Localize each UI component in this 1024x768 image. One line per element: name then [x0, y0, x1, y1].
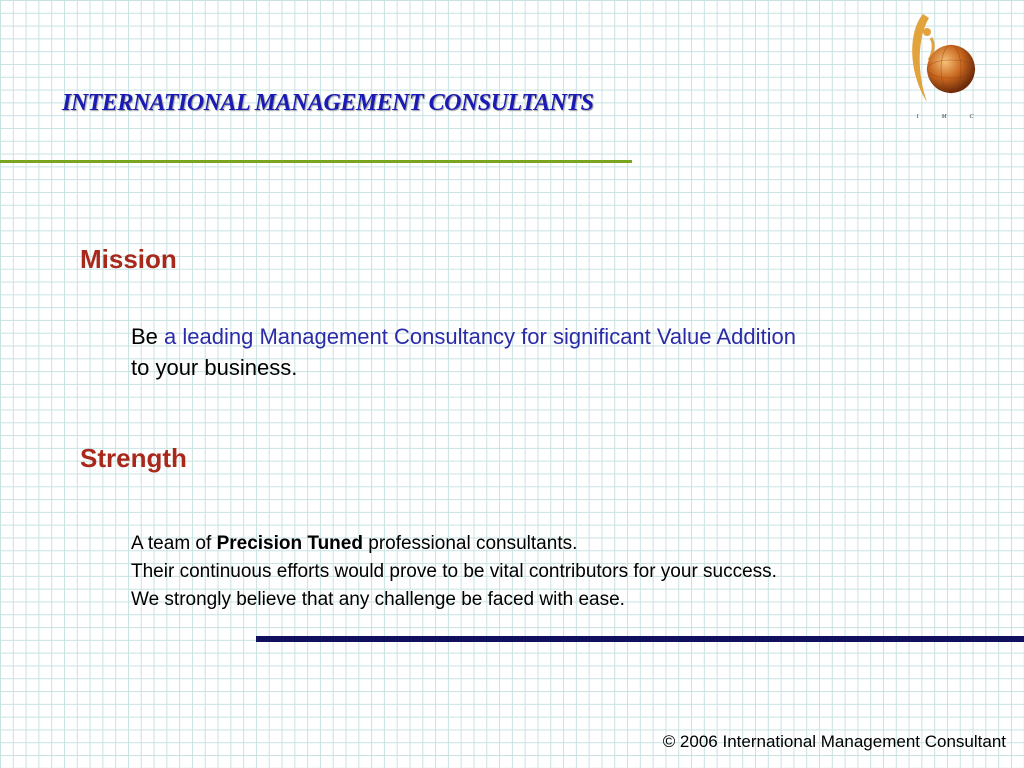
page-title: INTERNATIONAL MANAGEMENT CONSULTANTS — [62, 90, 594, 116]
logo-letter: I — [916, 114, 919, 120]
strength-line-1 — [131, 530, 777, 558]
strength-line1-bold: Precision Tuned — [216, 533, 363, 554]
strength-line1-suffix: professional consultants. — [368, 533, 578, 554]
title-divider — [0, 160, 632, 163]
logo-letter: M — [941, 114, 947, 120]
strength-line-2: Their continuous efforts would prove to be vital contributors for your success. — [131, 561, 777, 582]
mission-suffix: to your business. — [131, 355, 298, 380]
mission-statement — [131, 321, 931, 383]
mission-highlight: a leading Management Consultancy for significant Value Addition — [164, 324, 796, 349]
strength-statement — [131, 530, 777, 614]
logo-letters — [905, 114, 985, 120]
strength-line-3: We strongly believe that any challenge be faced with ease. — [131, 589, 625, 610]
mission-prefix: Be — [131, 324, 158, 349]
mission-heading: Mission — [80, 244, 177, 274]
imc-logo — [905, 8, 985, 126]
strength-heading: Strength — [80, 443, 187, 473]
bottom-divider — [256, 636, 1024, 642]
logo-letter: C — [969, 114, 974, 120]
strength-line1-prefix: A team of — [131, 533, 212, 554]
copyright-footer: © 2006 International Management Consultant — [662, 732, 1006, 751]
